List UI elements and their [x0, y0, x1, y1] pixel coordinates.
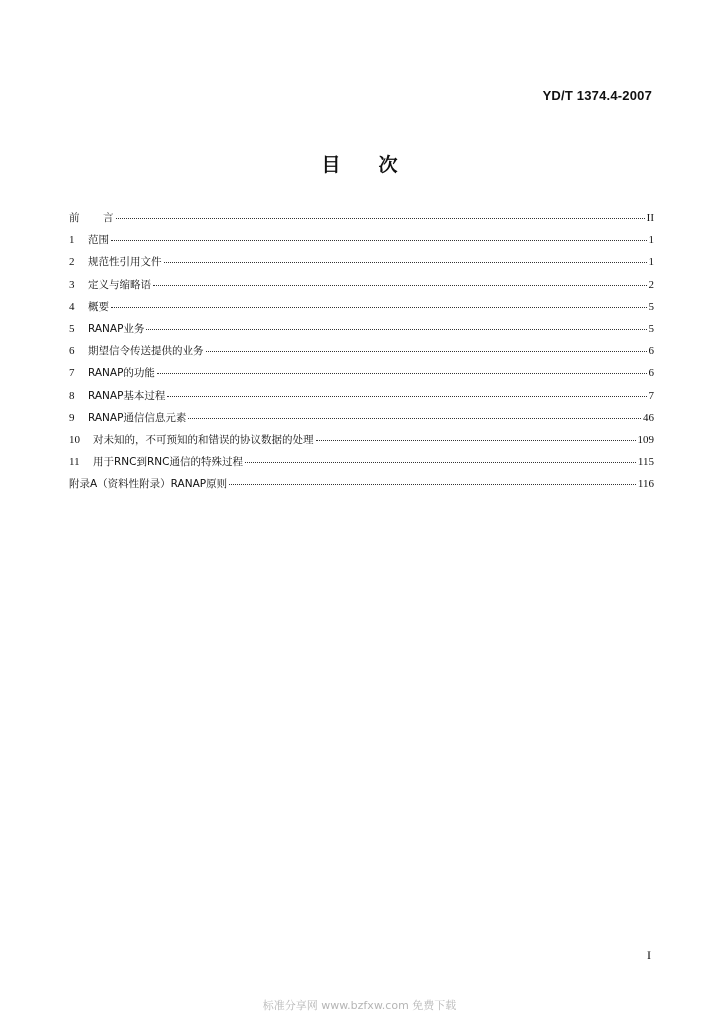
toc-entry-number: 8	[69, 389, 75, 402]
toc-entry-label: 概要	[88, 300, 109, 313]
toc-entry-label: RANAP的功能	[88, 367, 155, 380]
toc-entry-11[interactable]	[69, 454, 654, 476]
toc-entry-page: 115	[637, 456, 654, 469]
toc-entry-label: 对未知的，不可预知的和错误的协议数据的处理	[93, 433, 314, 446]
toc-entry-number: 4	[69, 300, 75, 313]
toc-entry-page: 1	[648, 234, 654, 247]
toc-entry-1[interactable]	[69, 232, 654, 254]
toc-leader-dots	[316, 440, 636, 441]
toc-entry-foreword[interactable]	[69, 210, 654, 232]
toc-entry-label: 规范性引用文件	[88, 256, 162, 269]
toc-entry-page: 5	[648, 322, 654, 335]
document-code: YD/T 1374.4-2007	[542, 88, 652, 103]
toc-leader-dots	[116, 218, 645, 219]
toc-entry-number: 2	[69, 256, 75, 269]
toc-entry-4[interactable]	[69, 299, 654, 321]
toc-entry-page: 2	[648, 278, 654, 291]
toc-entry-8[interactable]	[69, 388, 654, 410]
toc-entry-2[interactable]	[69, 254, 654, 276]
watermark: 标准分享网 www.bzfxw.com 免费下载	[262, 999, 457, 1012]
toc-entry-page: 7	[648, 389, 654, 402]
toc-entry-number: 5	[69, 322, 75, 335]
toc-leader-dots	[167, 396, 646, 397]
toc-entry-label: 定义与缩略语	[88, 278, 151, 291]
toc-entry-7[interactable]	[69, 365, 654, 387]
table-of-contents	[69, 210, 654, 498]
toc-entry-page: 6	[648, 367, 654, 380]
toc-entry-page: 116	[637, 478, 654, 491]
toc-leader-dots	[153, 285, 647, 286]
toc-entry-page: 1	[648, 256, 654, 269]
page-number: I	[647, 948, 651, 962]
toc-leader-dots	[111, 240, 647, 241]
toc-leader-dots	[157, 373, 647, 374]
toc-leader-dots	[111, 307, 647, 308]
toc-title-char-2: 次	[378, 154, 398, 176]
toc-entry-label: RANAP基本过程	[88, 389, 166, 402]
toc-entry-page: 109	[637, 433, 654, 446]
toc-entry-annex-a[interactable]	[69, 476, 654, 498]
toc-entry-page: 5	[648, 300, 654, 313]
toc-entry-number: 7	[69, 367, 75, 380]
toc-title	[0, 150, 719, 177]
toc-leader-dots	[188, 418, 641, 419]
toc-entry-number: 6	[69, 345, 75, 358]
toc-entry-label: 期望信令传送提供的业务	[88, 345, 204, 358]
toc-leader-dots	[206, 351, 647, 352]
toc-entry-number: 前	[69, 212, 80, 224]
toc-entry-number: 10	[69, 433, 80, 446]
toc-entry-label: RANAP业务	[88, 322, 145, 335]
toc-entry-3[interactable]	[69, 277, 654, 299]
toc-entry-label: RANAP通信信息元素	[88, 411, 187, 424]
toc-entry-label: 附录A（资料性附录）RANAP原则	[69, 478, 228, 491]
toc-leader-dots	[164, 262, 647, 263]
toc-entry-page: 6	[648, 345, 654, 358]
toc-entry-9[interactable]	[69, 410, 654, 432]
toc-entry-number: 11	[69, 456, 80, 469]
toc-entry-number: 1	[69, 234, 75, 247]
toc-entry-label: 用于RNC到RNC通信的特殊过程	[93, 456, 243, 469]
toc-entry-number: 9	[69, 411, 75, 424]
toc-entry-page: II	[646, 212, 654, 224]
toc-entry-6[interactable]	[69, 343, 654, 365]
toc-title-char-1: 目	[321, 154, 341, 176]
toc-leader-dots	[245, 462, 636, 463]
toc-entry-page: 46	[643, 411, 654, 424]
toc-entry-5[interactable]	[69, 321, 654, 343]
toc-leader-dots	[229, 484, 636, 485]
toc-entry-10[interactable]	[69, 432, 654, 454]
toc-leader-dots	[146, 329, 646, 330]
toc-entry-number: 3	[69, 278, 75, 291]
toc-entry-label: 言	[103, 212, 114, 224]
toc-entry-label: 范围	[88, 234, 109, 247]
